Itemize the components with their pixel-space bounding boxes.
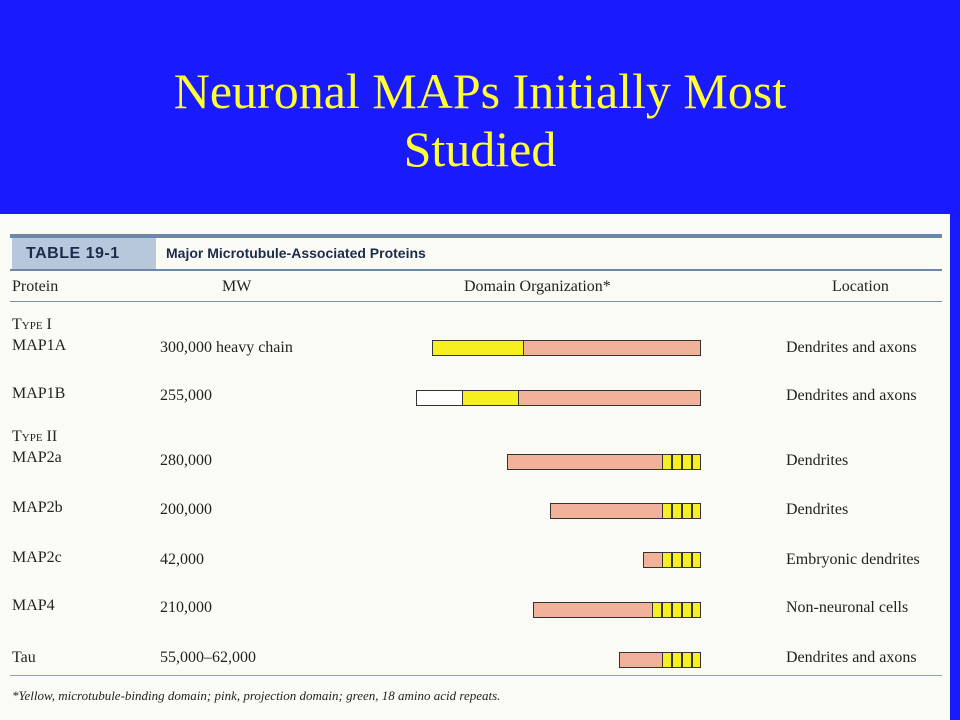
slide-title-line-1: Neuronal MAPs Initially Most — [173, 63, 787, 119]
group-label-type-1: Type I — [12, 316, 52, 333]
row-map2b-protein: MAP2b — [12, 499, 63, 516]
column-header-mw: MW — [222, 278, 252, 295]
slide-title-line-2: Studied — [403, 121, 557, 177]
row-map2c-mw: 42,000 — [160, 551, 204, 568]
table-figure — [0, 214, 950, 720]
row-map1b-protein: MAP1B — [12, 385, 66, 402]
projection-domain-segment — [523, 340, 701, 356]
row-tau-mw: 55,000–62,000 — [160, 649, 256, 666]
row-map1a-location: Dendrites and axons — [786, 339, 917, 356]
projection-domain-segment — [507, 454, 663, 470]
binding-domain-segment — [432, 340, 524, 356]
repeat-domain-segment — [662, 454, 701, 470]
row-map1b-location: Dendrites and axons — [786, 387, 917, 404]
row-map1a-protein: MAP1A — [12, 337, 67, 354]
repeat-domain-segment — [662, 652, 701, 668]
group-label-type-2: Type II — [12, 428, 58, 445]
table-bottom-rule — [10, 675, 942, 676]
unassigned-segment — [416, 390, 463, 406]
slide-title — [0, 62, 960, 178]
projection-domain-segment — [518, 390, 701, 406]
table-caption: Major Microtubule-Associated Proteins — [166, 245, 426, 261]
table-header-rule — [10, 269, 942, 271]
projection-domain-segment — [533, 602, 653, 618]
row-map1b-mw: 255,000 — [160, 387, 212, 404]
row-tau-location: Dendrites and axons — [786, 649, 917, 666]
projection-domain-segment — [643, 552, 663, 568]
projection-domain-segment — [619, 652, 663, 668]
row-map4-location: Non-neuronal cells — [786, 599, 909, 616]
row-map1a-mw: 300,000 heavy chain — [160, 339, 293, 356]
row-map2a-mw: 280,000 — [160, 452, 212, 469]
binding-domain-segment — [462, 390, 519, 406]
row-map4-mw: 210,000 — [160, 599, 212, 616]
row-map2c-location: Embryonic dendrites — [786, 551, 920, 568]
column-header-domain: Domain Organization* — [464, 278, 611, 295]
repeat-domain-segment — [652, 602, 701, 618]
table-number-tag: TABLE 19-1 — [12, 238, 156, 269]
slide-right-edge — [950, 214, 960, 720]
row-map2a-location: Dendrites — [786, 452, 849, 469]
repeat-domain-segment — [662, 503, 701, 519]
row-map2c-protein: MAP2c — [12, 549, 62, 566]
table-footnote: *Yellow, microtubule-binding domain; pink, projection domain; green, 18 amino acid repeats. — [12, 688, 501, 703]
row-map2a-protein: MAP2a — [12, 449, 62, 466]
row-tau-protein: Tau — [12, 649, 36, 666]
repeat-domain-segment — [662, 552, 701, 568]
row-map4-protein: MAP4 — [12, 597, 55, 614]
column-header-location: Location — [832, 278, 889, 295]
row-map2b-location: Dendrites — [786, 501, 849, 518]
projection-domain-segment — [550, 503, 663, 519]
column-header-rule — [10, 301, 942, 302]
row-map2b-mw: 200,000 — [160, 501, 212, 518]
column-header-protein: Protein — [12, 278, 59, 295]
